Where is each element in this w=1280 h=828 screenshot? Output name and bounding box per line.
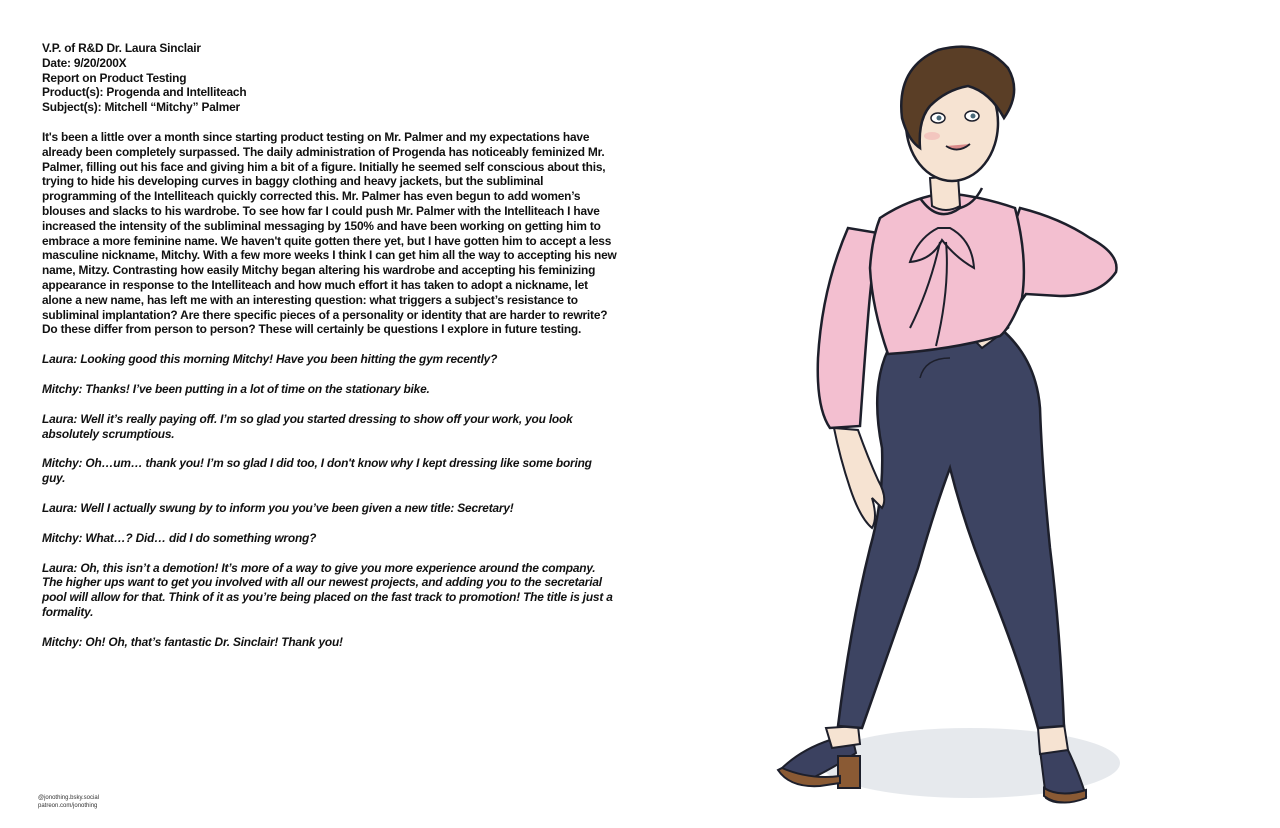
dialogue-line: Laura: Looking good this morning Mitchy! Have you been hitting the gym recently? xyxy=(42,352,498,367)
artist-credits xyxy=(38,795,99,810)
report-title-line: Report on Product Testing xyxy=(42,70,187,85)
dialogue-line: Laura: Oh, this isn’t a demotion! It’s more of a way to give you more experience around the company. The higher ups want to get you involved with all our newest projects, and adding you to the secretarial pool will allow for that. Think of it as you’re being placed on the fast track to promotion! The title is just a formality. xyxy=(42,560,613,619)
dialogue-line: Mitchy: Oh! Oh, that’s fantastic Dr. Sinclair! Thank you! xyxy=(42,634,343,649)
subjects-line: Subject(s): Mitchell “Mitchy” Palmer xyxy=(42,100,240,115)
left-foot xyxy=(826,726,860,748)
credit-social: @jonothing.bsky.social xyxy=(38,795,100,801)
dialogue-line: Laura: Well I actually swung by to inform you you’ve been given a new title: Secretary! xyxy=(42,500,514,515)
report-body: It's been a little over a month since starting product testing on Mr. Palmer and my expectations have already been completely surpassed. The daily administration of Progenda has noticeably feminized Mr. Palmer, filling out his face and giving him a bit of a figure. Initially he seemed self conscious about this, trying to hide his developing curves in baggy clothing and heavy jackets, but the subliminal programming of the Intelliteach quickly corrected this. Mr. Palmer has even begun to add women’s blouses and slacks to his wardrobe. To see how far I could push Mr. Palmer with the Intelliteach I have increased the intensity of the subliminal messaging by 150% and have been working on getting him to embrace a more feminine name. We haven't quite gotten there yet, but I have gotten him to accept a less masculine nickname, Mitchy. With a few more weeks I think I can get him all the way to accepting his new name, Mitzy. Contrasting how easily Mitchy began altering his wardrobe and accepting his feminizing appearance in response to the Intelliteach and how much effort it has taken to adopt a nickname, let alone a new name, has left me with an interesting question: what triggers a subject’s resistance to subliminal implantation? Are there specific pieces of a personality or identity that are harder to rewrite? Do these differ from person to person? These will certainly be questions I explore in future testing. xyxy=(42,129,617,337)
dialogue-line: Mitchy: Oh…um… thank you! I’m so glad I did too, I don't know why I kept dressing like some boring guy. xyxy=(42,456,592,486)
credit-patreon: patreon.com/jonothing xyxy=(38,802,98,809)
character-illustration xyxy=(760,28,1140,808)
author-line: V.P. of R&D Dr. Laura Sinclair xyxy=(42,41,201,55)
dialogue-line: Laura: Well it’s really paying off. I’m so glad you started dressing to show off your work, you look absolutely scrumptious. xyxy=(42,411,573,441)
blush xyxy=(924,132,940,140)
products-line: Product(s): Progenda and Intelliteach xyxy=(42,85,247,100)
dialogue-line: Mitchy: Thanks! I’ve been putting in a lot of time on the stationary bike. xyxy=(42,381,430,396)
report-text xyxy=(42,41,618,665)
report-header xyxy=(42,41,618,115)
date-line: Date: 9/20/200X xyxy=(42,55,127,70)
dialogue-line: Mitchy: What…? Did… did I do something wrong? xyxy=(42,530,317,545)
left-arm xyxy=(818,228,878,428)
